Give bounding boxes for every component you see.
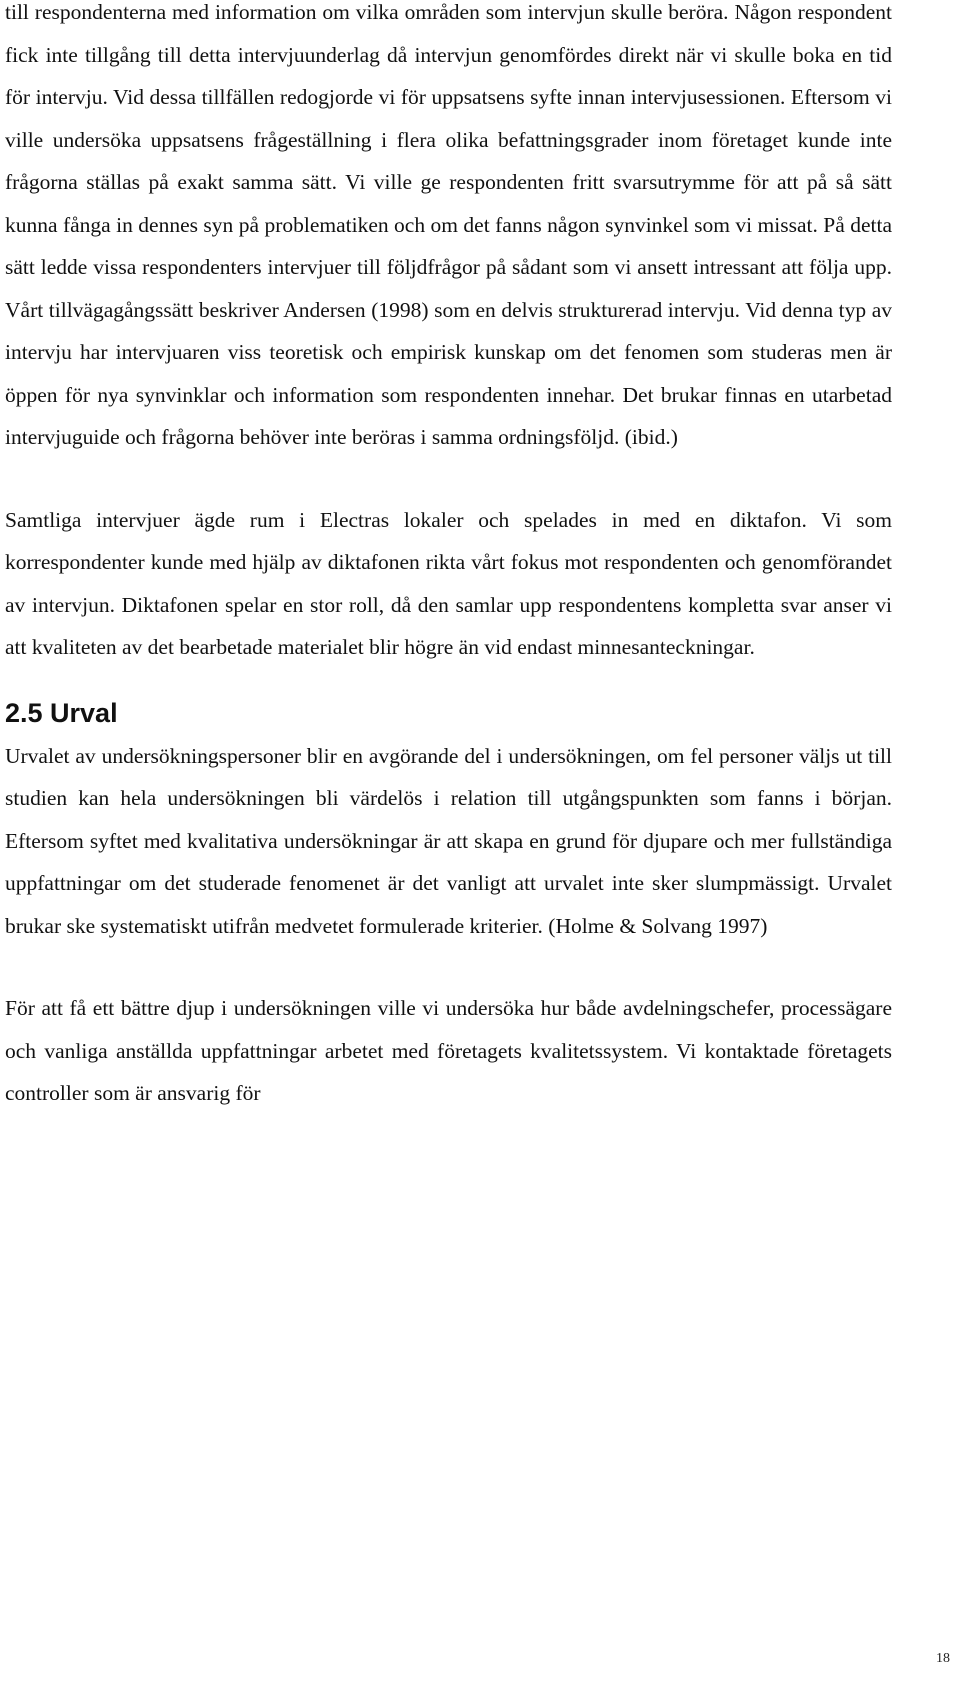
paragraph-spacer	[5, 947, 892, 987]
section-heading: 2.5 Urval	[5, 697, 118, 728]
paragraph-dictaphone: Samtliga intervjuer ägde rum i Electras lokaler och spelades in med en diktafon. Vi som korrespondenter kunde med hjälp av diktafonen rikta vårt fokus mot respondenten och genomförandet av intervjun. Diktafonen spelar en stor roll, då den samlar upp respondentens kompletta svar anser vi att kvaliteten av det bearbetade materialet blir högre än vid endast minnesanteckningar.	[5, 507, 892, 659]
paragraph-selection: Urvalet av undersökningspersoner blir en avgörande del i undersökningen, om fel personer väljs ut till studien kan hela undersökningen bli värdelös i relation till utgångspunkten som fanns i början. Eftersom syftet med kvalitativa undersökningar är att skapa en grund för djupare och mer fullständiga uppfattningar om det studerade fenomenet är det vanligt att urvalet inte sker slumpmässigt. Urvalet brukar ske systematiskt utifrån medvetet formulerade kriterier. (Holme & Solvang 1997)	[5, 743, 892, 938]
page-content	[5, 0, 892, 1115]
paragraph-interview-method: till respondenterna med information om vilka områden som intervjun skulle beröra. Någon respondent fick inte tillgång till detta intervjuunderlag då intervjun genomfördes direkt när vi skulle boka en tid för intervju. Vid dessa tillfällen redogjorde vi för uppsatsens syfte innan intervjusessionen. Eftersom vi ville undersöka uppsatsens frågeställning i flera olika befattningsgrader inom företaget kunde inte frågorna ställas på exakt samma sätt. Vi ville ge respondenten fritt svarsutrymme för att på så sätt kunna fånga in dennes syn på problematiken och om det fanns någon synvinkel som vi missat. På detta sätt ledde vissa respondenters intervjuer till följdfrågor på sådant som vi ansett intressant att följa upp. Vårt tillvägagångssätt beskriver Andersen (1998) som en delvis strukturerad intervju. Vid denna typ av intervju har intervjuaren viss teoretisk och empirisk kunskap om det fenomen som studeras men är öppen för nya synvinklar och information som respondenten innehar. Det brukar finnas en utarbetad intervjuguide och frågorna behöver inte beröras i samma ordningsföljd. (ibid.)	[5, 0, 892, 449]
paragraph-depth: För att få ett bättre djup i undersökningen ville vi undersöka hur både avdelningschefer, processägare och vanliga anställda uppfattningar arbetet med företagets kvalitetssystem. Vi kontaktade företagets controller som är ansvarig för	[5, 996, 892, 1105]
page-number: 18	[936, 1651, 950, 1666]
paragraph-spacer	[5, 459, 892, 499]
